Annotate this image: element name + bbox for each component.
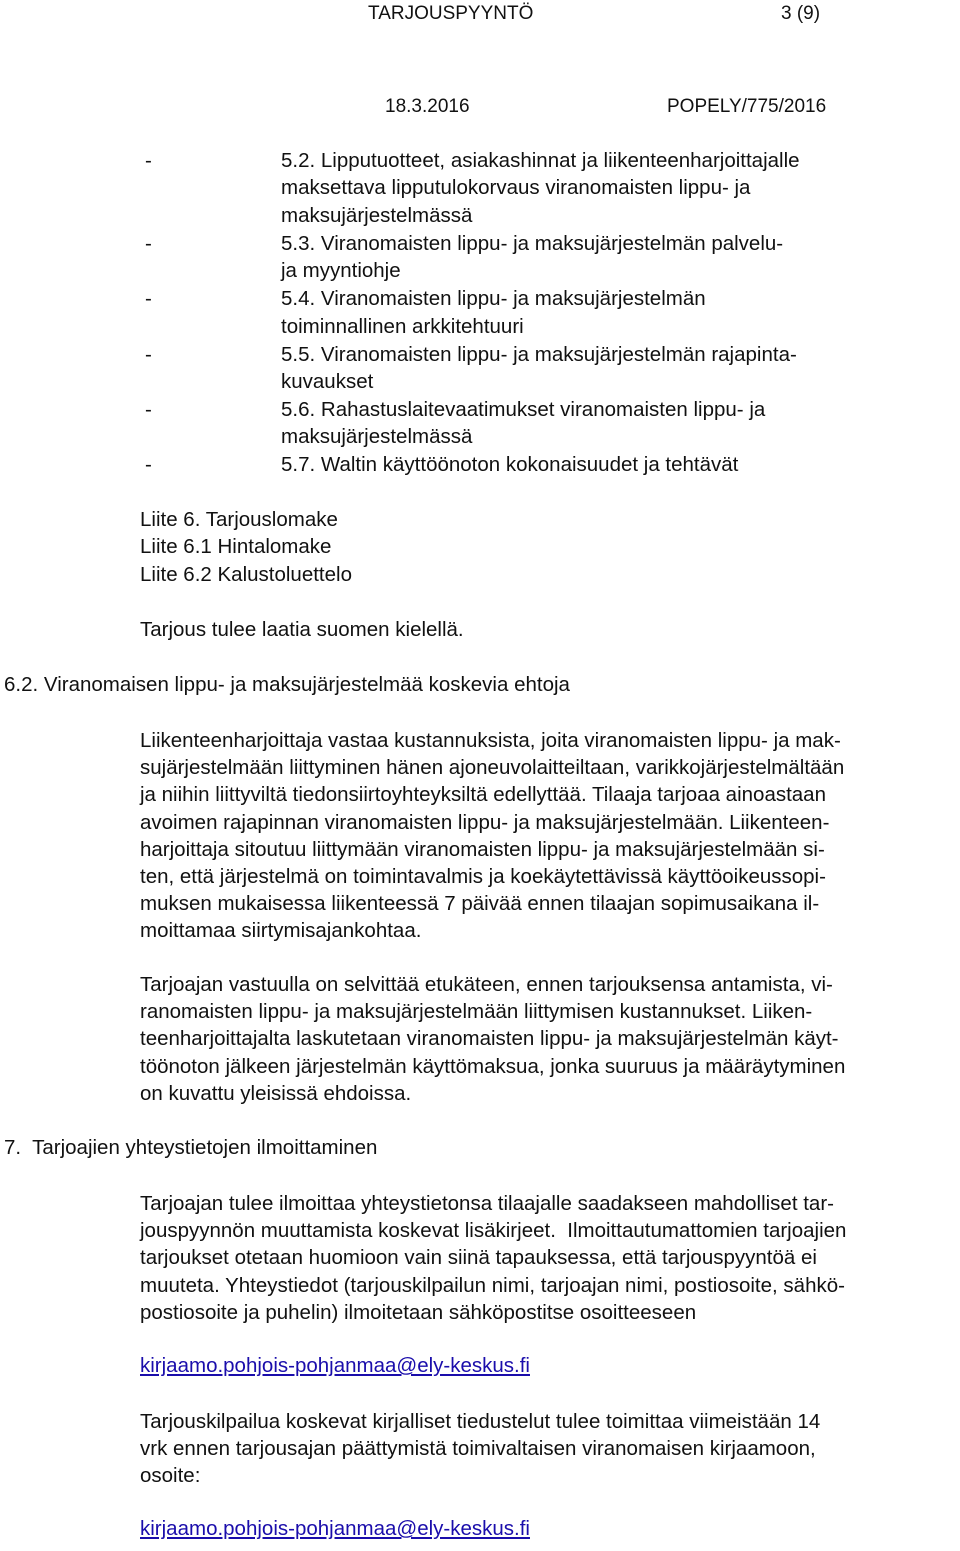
registry-email-link[interactable]: kirjaamo.pohjois-pohjanmaa@ely-keskus.fi xyxy=(140,1354,530,1377)
paragraph-line: avoimen rajapinnan viranomaisten lippu- ja maksujärjestelmään. Liikenteen- xyxy=(140,810,830,834)
list-dash: - xyxy=(145,453,152,476)
list-item-line: maksettava lipputulokorvaus viranomaisten lippu- ja xyxy=(281,176,751,199)
paragraph-line: osoite: xyxy=(140,1464,201,1488)
paragraph-line: moittamaa siirtymisajankohtaa. xyxy=(140,919,422,943)
document-date: 18.3.2016 xyxy=(385,96,470,117)
attachment-item: Liite 6.1 Hintalomake xyxy=(140,535,332,558)
paragraph-line: vrk ennen tarjousajan päättymistä toimivaltaisen viranomaisen kirjaamoon, xyxy=(140,1437,816,1461)
list-item-line: maksujärjestelmässä xyxy=(281,204,473,227)
list-dash: - xyxy=(145,149,152,172)
paragraph-line: ja niihin liittyviltä tiedonsiirtoyhteyksiltä edellyttää. Tilaaja tarjoaa ainoastaan xyxy=(140,783,826,807)
paragraph-line: on kuvattu yleisissä ehdoissa. xyxy=(140,1081,412,1105)
paragraph-line: Liikenteenharjoittaja vastaa kustannuksista, joita viranomaisten lippu- ja mak- xyxy=(140,729,841,752)
section-7-heading: 7. Tarjoajien yhteystietojen ilmoittaminen xyxy=(4,1136,378,1159)
language-note: Tarjous tulee laatia suomen kielellä. xyxy=(140,618,464,641)
attachment-item: Liite 6.2 Kalustoluettelo xyxy=(140,563,352,586)
paragraph-line: postiosoite ja puhelin) ilmoitetaan sähköpostitse osoitteeseen xyxy=(140,1300,697,1324)
list-item-line: 5.3. Viranomaisten lippu- ja maksujärjestelmän palvelu- xyxy=(281,232,784,255)
paragraph-line: Tarjouskilpailua koskevat kirjalliset tiedustelut tulee toimittaa viimeistään 14 xyxy=(140,1410,821,1433)
paragraph-line: jouspyynnön muuttamista koskevat lisäkirjeet. Ilmoittautumattomien tarjoajien xyxy=(140,1219,847,1243)
list-item-line: 5.5. Viranomaisten lippu- ja maksujärjestelmän rajapinta- xyxy=(281,343,797,366)
list-item-line: toiminnallinen arkkitehtuuri xyxy=(281,315,524,338)
registry-email-link-2[interactable]: kirjaamo.pohjois-pohjanmaa@ely-keskus.fi xyxy=(140,1517,530,1540)
section-7-paragraph-1 xyxy=(140,1190,960,1326)
section-6-2-paragraph-2 xyxy=(140,971,960,1107)
paragraph-line: muksen mukaisessa liikenteessä 7 päivää ennen tilaajan sopimusaikana il- xyxy=(140,892,820,916)
list-item-line: 5.7. Waltin käyttöönoton kokonaisuudet ja tehtävät xyxy=(281,453,739,476)
paragraph-line: sujärjestelmään liittyminen hänen ajoneuvolaitteiltaan, varikkojärjestelmältään xyxy=(140,756,845,780)
list-dash: - xyxy=(145,343,152,366)
list-dash: - xyxy=(145,287,152,310)
list-item-line: ja myyntiohje xyxy=(281,259,401,282)
list-item-line: 5.4. Viranomaisten lippu- ja maksujärjestelmän xyxy=(281,287,706,310)
list-item-line: 5.2. Lipputuotteet, asiakashinnat ja liikenteenharjoittajalle xyxy=(281,149,800,172)
attachment-item: Liite 6. Tarjouslomake xyxy=(140,508,338,531)
paragraph-line: tarjoukset otetaan huomioon vain siinä tapauksessa, että tarjouspyyntöä ei xyxy=(140,1246,817,1270)
document-reference: POPELY/775/2016 xyxy=(667,96,827,117)
list-item-line: 5.6. Rahastuslaitevaatimukset viranomaisten lippu- ja xyxy=(281,398,766,421)
paragraph-line: ranomaisten lippu- ja maksujärjestelmään liittymisen kustannukset. Liiken- xyxy=(140,1000,813,1024)
paragraph-line: ten, että järjestelmä on toimintavalmis ja koekäytettävissä käyttöoikeussopi- xyxy=(140,864,826,888)
document-type: TARJOUSPYYNTÖ xyxy=(368,3,534,24)
section-7-paragraph-2 xyxy=(140,1408,960,1490)
list-item-line: maksujärjestelmässä xyxy=(281,425,473,448)
paragraph-line: Tarjoajan tulee ilmoittaa yhteystietonsa tilaajalle saadakseen mahdolliset tar- xyxy=(140,1192,834,1215)
paragraph-line: harjoittaja sitoutuu liittymään viranomaisten lippu- ja maksujärjestelmään si- xyxy=(140,837,825,861)
section-6-2-heading: 6.2. Viranomaisen lippu- ja maksujärjestelmää koskevia ehtoja xyxy=(4,673,570,696)
paragraph-line: töönoton jälkeen järjestelmän käyttömaksua, jonka suuruus ja määräytyminen xyxy=(140,1054,846,1078)
page-number: 3 (9) xyxy=(781,3,821,24)
list-dash: - xyxy=(145,232,152,255)
list-dash: - xyxy=(145,398,152,421)
list-item-line: kuvaukset xyxy=(281,370,374,393)
paragraph-line: muuteta. Yhteystiedot (tarjouskilpailun nimi, tarjoajan nimi, postiosoite, sähkö- xyxy=(140,1273,845,1297)
paragraph-line: teenharjoittajalta laskutetaan viranomaisten lippu- ja maksujärjestelmän käyt- xyxy=(140,1027,839,1051)
paragraph-line: Tarjoajan vastuulla on selvittää etukäteen, ennen tarjouksensa antamista, vi- xyxy=(140,973,833,996)
section-6-2-paragraph-1 xyxy=(140,727,960,945)
